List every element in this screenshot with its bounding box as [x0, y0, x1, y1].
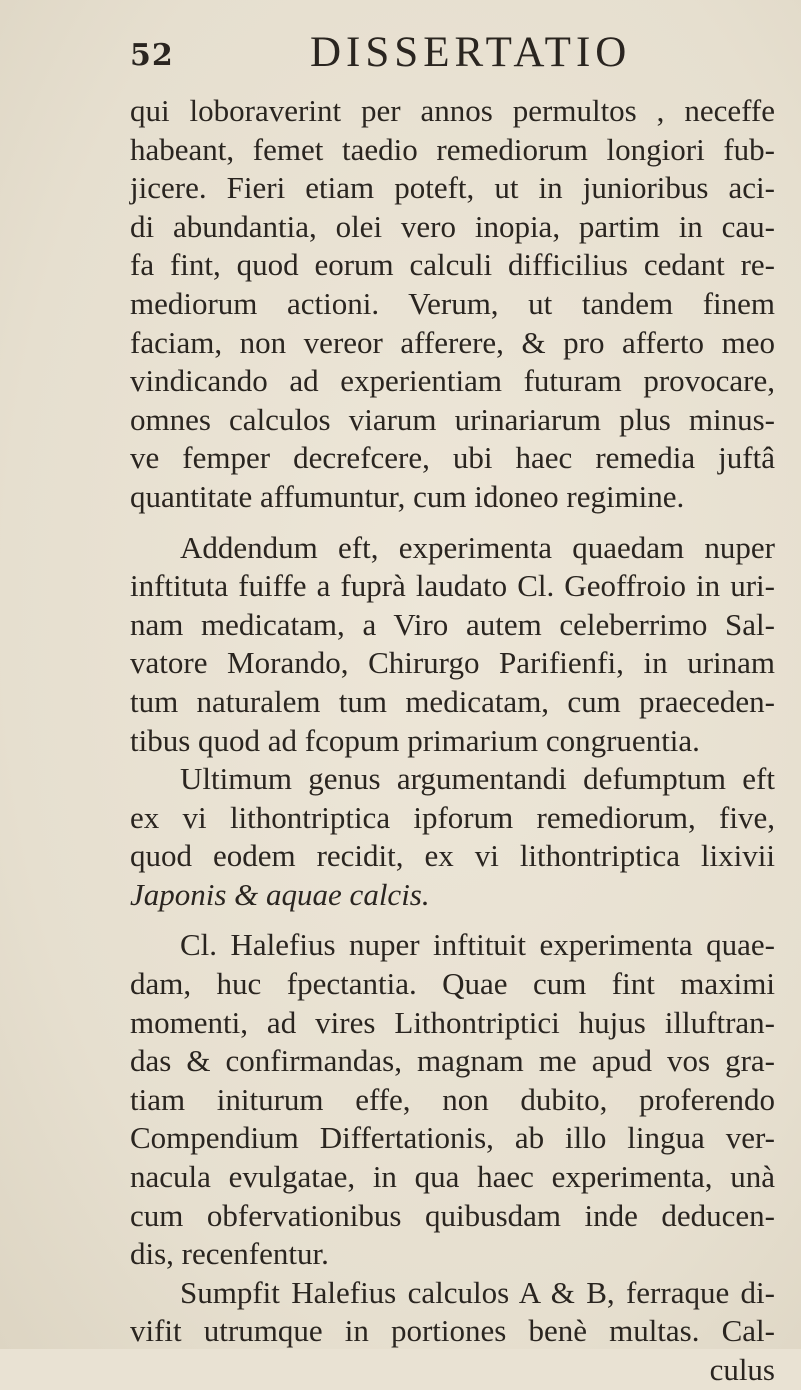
text-line: tibus quod ad fcopum primarium congruentia.	[130, 722, 700, 758]
text-line: ve femper decrefcere, ubi haec remedia juftâ	[130, 440, 775, 476]
page-header	[110, 28, 770, 78]
text-line: ex vi lithontriptica ipforum remediorum, five,	[130, 799, 775, 835]
text-line: vatore Morando, Chirurgo Parifienfi, in urinam	[130, 645, 775, 681]
text-line: di abundantia, olei vero inopia, partim in cau-	[130, 208, 775, 244]
text-line: omnes calculos viarum urinariarum plus minus-	[130, 401, 775, 437]
paragraph	[130, 926, 775, 1273]
paragraph	[130, 760, 775, 914]
text-line: Sumpfit Halefius calculos A & B, ferraque di-	[180, 1274, 775, 1310]
text-line: qui loboraverint per annos permultos , neceffe	[130, 93, 775, 128]
paragraph	[130, 1274, 775, 1351]
text-line: momenti, ad vires Lithontriptici hujus illuftran-	[130, 1004, 775, 1040]
text-line: tiam initurum effe, non dubito, proferendo	[130, 1081, 775, 1117]
paragraph	[130, 529, 775, 761]
text-line: vindicando ad experientiam futuram provocare,	[130, 363, 775, 399]
catchword: culus	[709, 1352, 775, 1387]
text-line: nacula evulgatae, in qua haec experimenta, unà	[130, 1159, 775, 1195]
text-line: Cl. Halefius nuper inftituit experimenta quae-	[180, 927, 775, 963]
text-line: tum naturalem tum medicatam, cum praeceden-	[130, 683, 775, 719]
text-line: jicere. Fieri etiam poteft, ut in junioribus aci-	[130, 170, 775, 206]
page-number: 52	[130, 38, 174, 73]
text-line: inftituta fuiffe a fuprà laudato Cl. Geoffroio in uri-	[130, 568, 775, 604]
text-line: Japonis & aquae calcis.	[130, 876, 430, 912]
text-line: das & confirmandas, magnam me apud vos gra-	[130, 1043, 775, 1079]
running-head: DISSERTATIO	[310, 29, 632, 76]
text-line: dis, recenfentur.	[130, 1236, 329, 1272]
text-line: nam medicatam, a Viro autem celeberrimo Sal-	[130, 606, 775, 642]
text-line: fa fint, quod eorum calculi difficilius cedant re-	[130, 247, 775, 283]
text-line: cum obfervationibus quibusdam inde deducen-	[130, 1197, 775, 1233]
paragraph	[130, 92, 775, 517]
text-line: Compendium Differtationis, ab illo lingua ver-	[130, 1120, 775, 1156]
text-line: mediorum actioni. Verum, ut tandem finem	[130, 285, 775, 321]
text-line: dam, huc fpectantia. Quae cum fint maximi	[130, 966, 775, 1002]
text-line: Addendum eft, experimenta quaedam nuper	[180, 529, 775, 565]
text-line: quod eodem recidit, ex vi lithontriptica lixivii	[130, 838, 775, 874]
body-text	[130, 92, 775, 1390]
text-line: habeant, femet taedio remediorum longiori fub-	[130, 131, 775, 167]
text-line: quantitate affumuntur, cum idoneo regimine.	[130, 478, 685, 514]
text-line: vifit utrumque in portiones benè multas. Cal-	[130, 1313, 775, 1349]
text-line: Ultimum genus argumentandi defumptum eft	[180, 761, 775, 797]
text-line: faciam, non vereor afferere, & pro afferto meo	[130, 324, 775, 360]
